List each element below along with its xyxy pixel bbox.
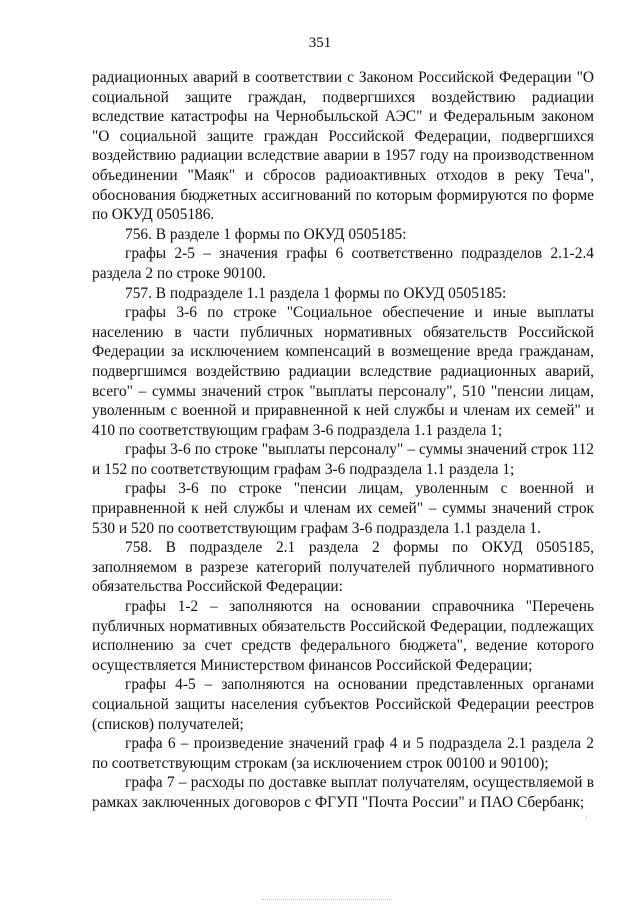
page-number: 351 <box>308 35 332 51</box>
paragraph-1: радиационных аварий в соответствии с Законом Российской Федерации "О социальной защите граждан, подвергшихся воздействию радиации вследствие катастрофы на Чернобыльской АЭС" и Федеральным законом "О социальной защите граждан Российской Федерации, подвергшихся воздействию радиации вследствие аварии в 1957 году на производственном объединении "Маяк" и сбросов радиоактивных отходов в реку Теча", обоснования бюджетных ассигнований по которым формируются по форме по ОКУД 0505186. <box>92 69 594 224</box>
paragraph-graphs-3-6-personnel: графы 3-6 по строке "выплаты персоналу" – суммы значений строк 112 и 152 по соответствующим графам 3-6 подраздела 1.1 раздела 1; <box>92 441 594 478</box>
paragraph-graph-6: графа 6 – произведение значений граф 4 и 5 подраздела 2.1 раздела 2 по соответствующим строкам (за исключением строк 00100 и 90100); <box>92 735 594 772</box>
paragraph-graph-7: графа 7 – расходы по доставке выплат получателям, осуществляемой в рамках заключенных договоров с ФГУП "Почта России" и ПАО Сбербанк; <box>92 774 594 811</box>
paragraph-graphs-2-5: графы 2-5 – значения графы 6 соответственно подразделов 2.1-2.4 раздела 2 по строке 90100. <box>92 245 594 282</box>
scan-mark <box>585 815 588 820</box>
paragraph-graphs-3-6-social: графы 3-6 по строке "Социальное обеспечение и иные выплаты населению в части публичных нормативных обязательств Российской Федерации за исключением компенсаций в возмещение вреда гражданам, подвергшимся воздействию радиации вследствие радиационных аварий, всего" – суммы значений строк "выплаты персоналу", 510 "пенсии лицам, уволенным с военной и приравненной к ней службы и членам их семей" и 410 по соответствующим графам 3-6 подраздела 1.1 раздела 1; <box>92 304 594 439</box>
document-body <box>92 68 594 813</box>
paragraph-graphs-1-2: графы 1-2 – заполняются на основании справочника "Перечень публичных нормативных обязательств Российской Федерации, подлежащих исполнению за счет средств федерального бюджета", ведение которого осуществляется Министерством финансов Российской Федерации; <box>92 598 594 674</box>
paragraph-758: 758. В подразделе 2.1 раздела 2 формы по ОКУД 0505185, заполняемом в разрезе категорий получателей публичного нормативного обязательства Российской Федерации: <box>92 539 594 596</box>
paragraph-757: 757. В подразделе 1.1 раздела 1 формы по ОКУД 0505185: <box>125 284 507 302</box>
scan-artifact-line <box>262 899 392 901</box>
paragraph-756: 756. В разделе 1 формы по ОКУД 0505185: <box>125 225 407 243</box>
paragraph-graphs-3-6-pensions: графы 3-6 по строке "пенсии лицам, уволенным с военной и приравненной к ней службы и членам их семей" – суммы значений строк 530 и 520 по соответствующим графам 3-6 подраздела 1.1 раздела 1. <box>92 480 594 537</box>
paragraph-graphs-4-5: графы 4-5 – заполняются на основании представленных органами социальной защиты населения субъектов Российской Федерации реестров (списков) получателей; <box>92 676 594 733</box>
